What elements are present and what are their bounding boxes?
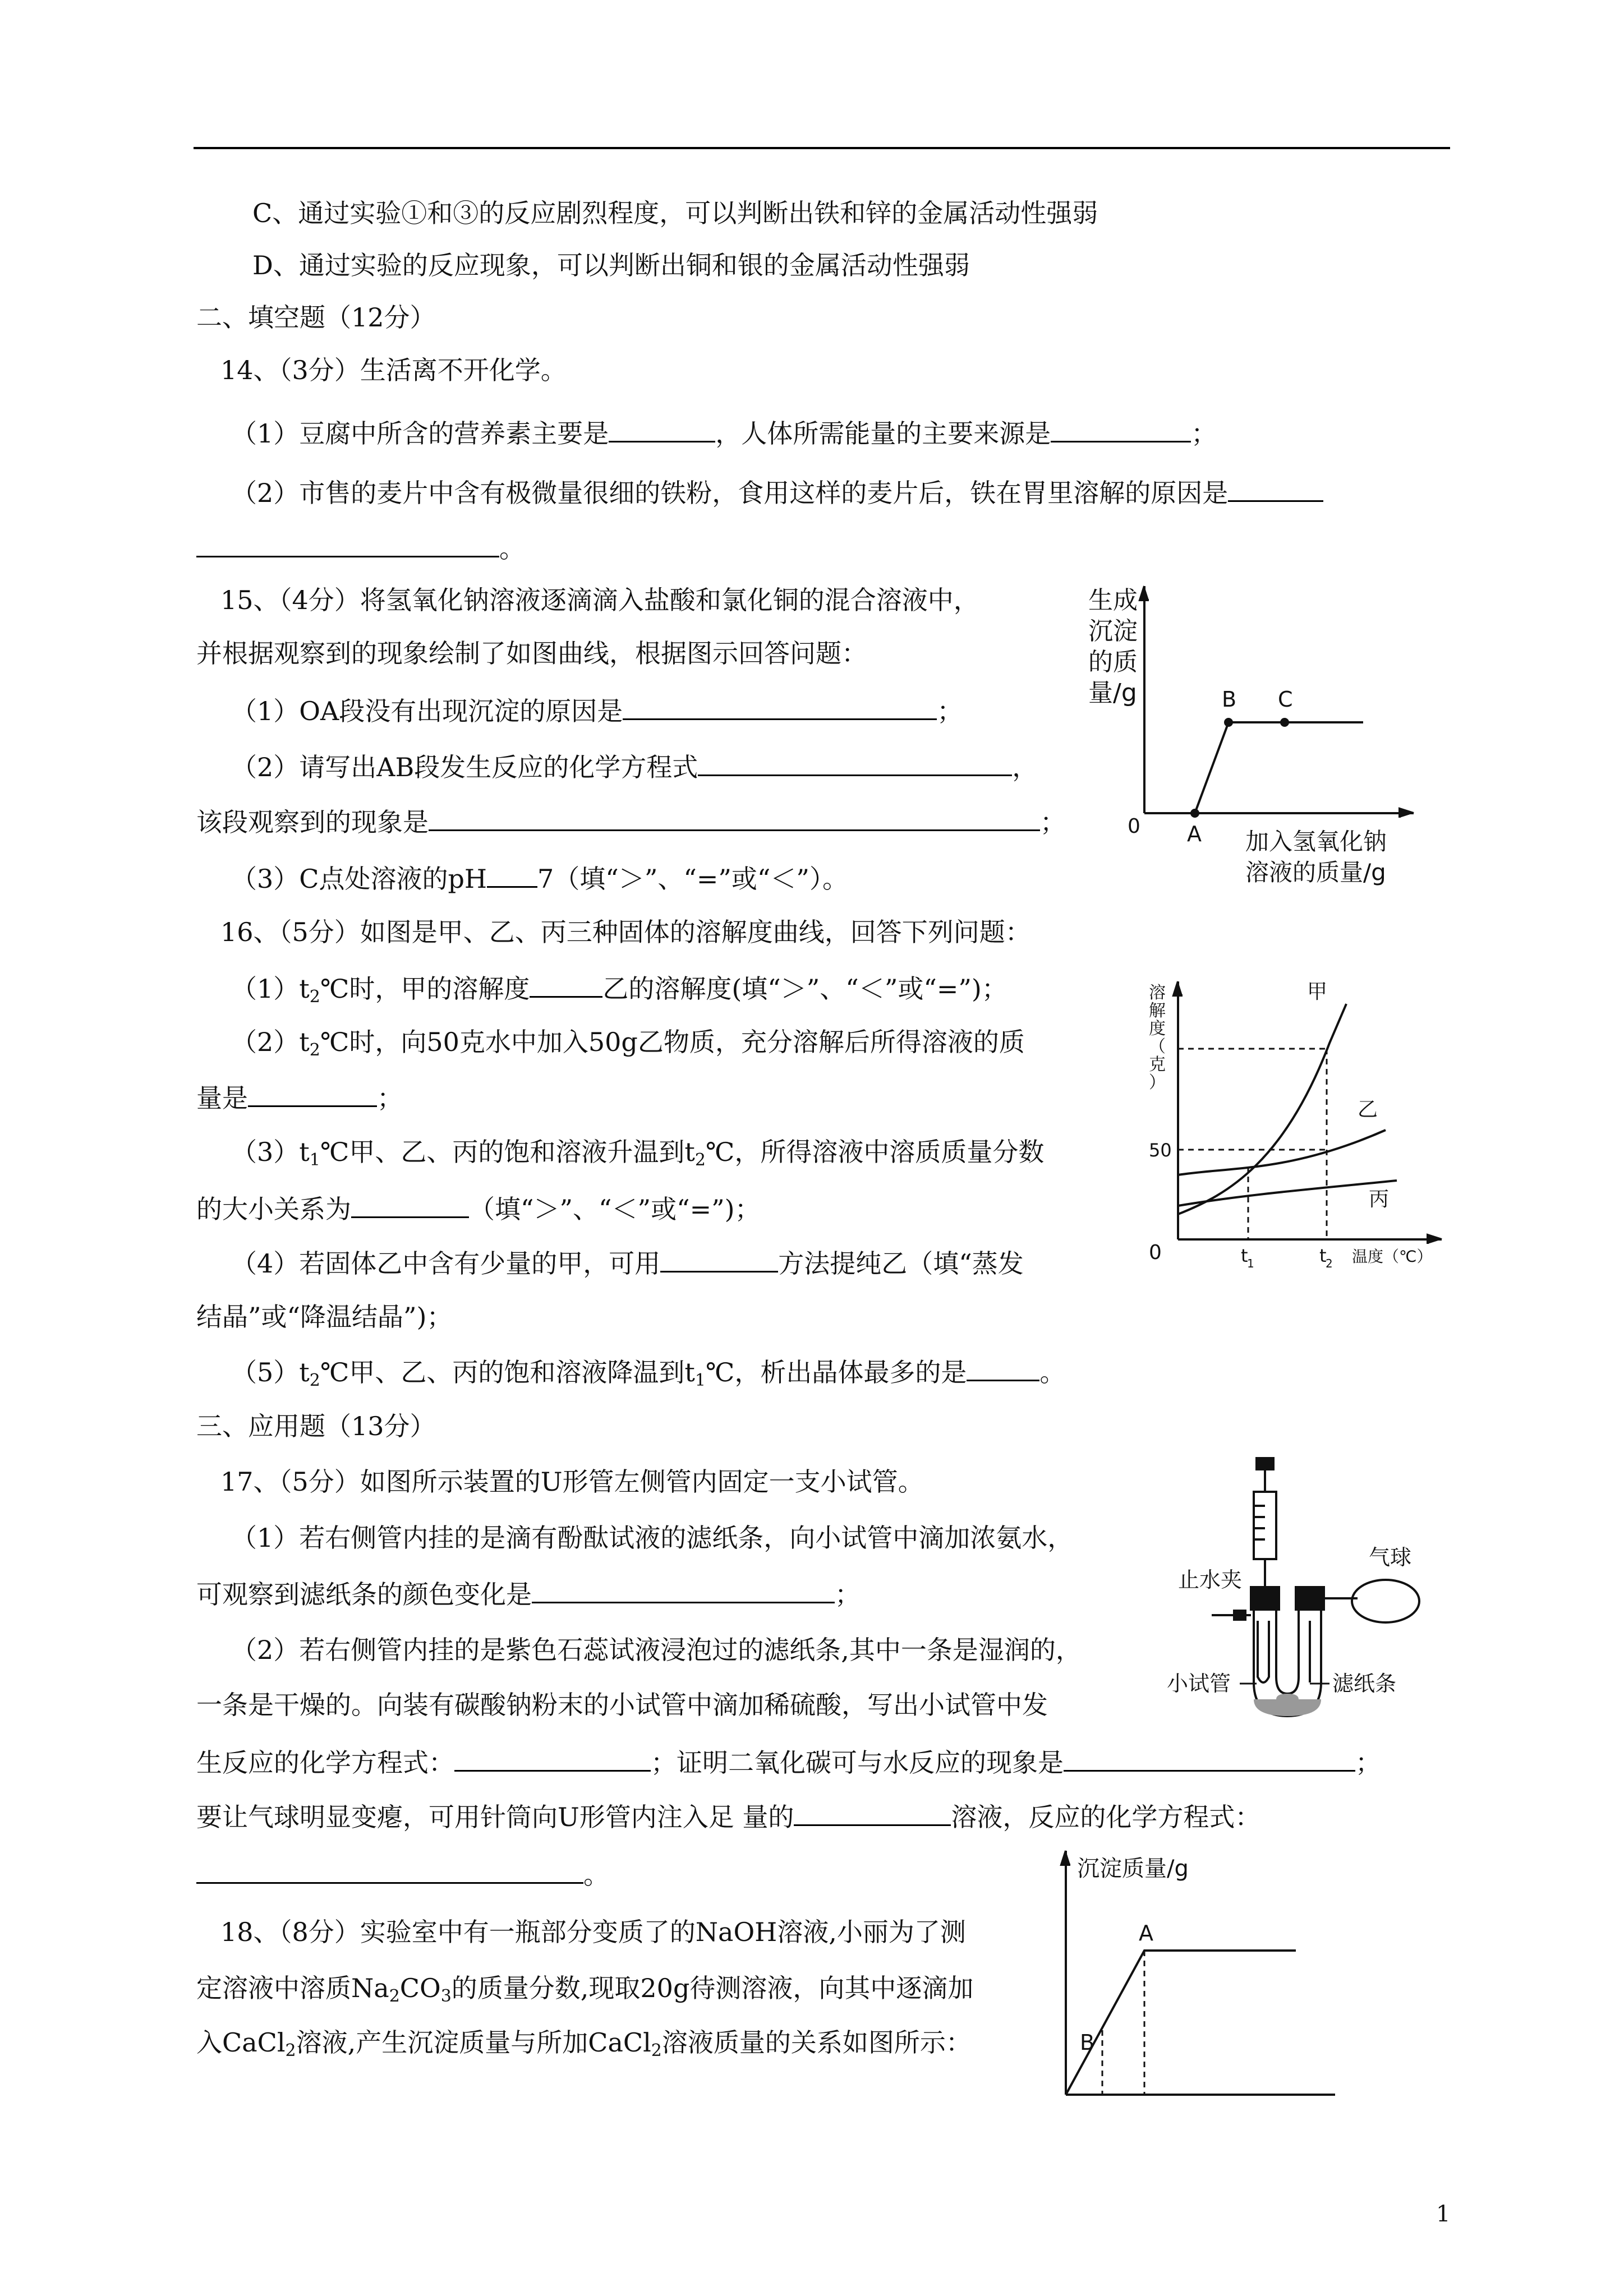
q14-part2-cont: 。: [196, 530, 525, 565]
svg-text:）: ）: [1149, 1073, 1166, 1092]
point-a: [1190, 809, 1199, 818]
svg-text:t: t: [1319, 1245, 1327, 1266]
svg-text:乙: 乙: [1358, 1098, 1378, 1121]
svg-text:小试管: 小试管: [1167, 1671, 1231, 1696]
q17-part2-cont1: 一条是干燥的。向装有碳酸钠粉末的小试管中滴加稀硫酸，写出小试管中发: [196, 1690, 1048, 1720]
q16-part3-cont: 的大小关系为 （填“＞”、“＜”或“=”)；: [196, 1191, 761, 1226]
q16-part2: $(2)t_2℃$时，向50克水中加入50g乙物质，充分溶解后所得溶液的质: [231, 1027, 1025, 1060]
svg-text:0: 0: [1128, 815, 1140, 838]
q16-part3: $(3)t_1℃$甲、乙、丙的饱和溶液升温到$t_2℃$，所得溶液中溶质质量分数: [231, 1137, 1045, 1170]
curve-bing: [1178, 1181, 1397, 1206]
svg-text:t: t: [1241, 1245, 1248, 1266]
q15-part2-cont: 该段观察到的现象是 ；: [196, 804, 1066, 839]
section-2-title: 二、填空题（12分）: [196, 302, 436, 333]
q16-part4: （4）若固体乙中含有少量的甲，可用 方法提纯乙（填“蒸发: [231, 1245, 1024, 1280]
svg-text:止水夹: 止水夹: [1178, 1567, 1243, 1592]
svg-text:滤纸条: 滤纸条: [1332, 1671, 1397, 1696]
svg-text:温度（℃）: 温度（℃）: [1352, 1247, 1433, 1266]
svg-text:沉淀: 沉淀: [1088, 617, 1138, 646]
q16-part1: $(1)t_2℃$时，甲的溶解度 乙的溶解度(填“＞”、“＜”或“=”)；: [231, 970, 1007, 1006]
q14-title: 14、（3分）生活离不开化学。: [220, 355, 567, 385]
q15-intro-2: 并根据观察到的现象绘制了如图曲线，根据图示回答问题：: [196, 638, 867, 668]
q15-part2: （2）请写出AB段发生反应的化学方程式 ，: [231, 749, 1038, 784]
q18-intro-3: 入CaCl$_2$溶液,产生沉淀质量与所加CaCl$_2$溶液质量的关系如图所示：: [196, 2027, 972, 2060]
svg-text:0: 0: [1149, 1241, 1162, 1264]
svg-text:B: B: [1222, 687, 1237, 712]
q17-part1: （1）若右侧管内挂的是滴有酚酞试液的滤纸条，向小试管中滴加浓氨水，: [231, 1523, 1074, 1553]
figure-q16-solubility-curve: [1144, 976, 1453, 1290]
svg-text:A: A: [1187, 822, 1202, 846]
figure-q17-apparatus: [1167, 1453, 1453, 1733]
svg-text:B: B: [1080, 2030, 1095, 2055]
figure-q18-precipitate-graph: [1055, 1845, 1346, 2109]
q16-title: 16、（5分）如图是甲、乙、丙三种固体的溶解度曲线，回答下列问题：: [220, 917, 1031, 947]
point-b: [1224, 718, 1233, 727]
q17-title: 17、（5分）如图所示装置的U形管左侧管内固定一支小试管。: [220, 1467, 924, 1497]
option-d: D、通过实验的反应现象，可以判断出铜和银的金属活动性强弱: [252, 250, 970, 280]
svg-text:溶: 溶: [1149, 983, 1166, 1003]
figure-q15-precipitate-graph: [1077, 578, 1436, 892]
q15-part3: （3）C点处溶液的pH 7（填“＞”、“=”或“＜”）。: [231, 860, 848, 896]
q15-intro-1: 15、（4分）将氢氧化钠溶液逐滴滴入盐酸和氯化铜的混合溶液中，: [220, 585, 979, 615]
svg-text:A: A: [1139, 1921, 1153, 1945]
q17-part1-cont: 可观察到滤纸条的颜色变化是 ；: [196, 1576, 861, 1611]
svg-text:50: 50: [1149, 1140, 1172, 1161]
q14-part1: （1）豆腐中所含的营养素主要是 ，人体所需能量的主要来源是 ；: [231, 415, 1217, 450]
q16-part4-cont: 结晶”或“降温结晶”)；: [196, 1302, 453, 1332]
svg-text:的质: 的质: [1088, 648, 1138, 676]
svg-text:度: 度: [1149, 1019, 1166, 1039]
svg-text:克: 克: [1149, 1055, 1166, 1075]
svg-text:溶液的质量/g: 溶液的质量/g: [1245, 859, 1386, 886]
q14-part2: （2）市售的麦片中含有极微量很细的铁粉，食用这样的麦片后，铁在胃里溶解的原因是: [231, 474, 1323, 510]
svg-text:丙: 丙: [1369, 1188, 1390, 1211]
curve-jia: [1178, 1004, 1346, 1214]
svg-text:甲: 甲: [1307, 980, 1328, 1003]
svg-text:2: 2: [1326, 1257, 1333, 1270]
svg-text:加入氢氧化钠: 加入氢氧化钠: [1245, 828, 1387, 855]
point-c: [1280, 718, 1289, 727]
q18-intro-2: 定溶液中溶质$Na_2CO_3$的质量分数,现取20g待测溶液，向其中逐滴加: [196, 1973, 974, 2006]
q16-part2-cont: 量是 ；: [196, 1080, 403, 1115]
svg-text:沉淀质量/g: 沉淀质量/g: [1077, 1856, 1189, 1882]
svg-text:生成: 生成: [1088, 586, 1138, 615]
q17-part2-cont2: 生反应的化学方程式： ；证明二氧化碳可与水反应的现象是 ；: [196, 1744, 1381, 1779]
svg-text:解: 解: [1149, 1001, 1166, 1021]
q16-part5: $(5)t_2℃$甲、乙、丙的饱和溶液降温到$t_1℃$，析出晶体最多的是 。: [231, 1354, 1065, 1389]
section-3-title: 三、应用题（13分）: [196, 1411, 436, 1441]
page-number: 1: [1436, 2201, 1451, 2227]
svg-text:量/g: 量/g: [1088, 679, 1137, 707]
svg-text:C: C: [1278, 687, 1293, 712]
svg-text:气球: 气球: [1369, 1545, 1412, 1570]
svg-text:1: 1: [1247, 1257, 1254, 1270]
q17-part2-cont4: 。: [196, 1856, 609, 1892]
svg-text:（: （: [1149, 1037, 1166, 1057]
option-c: C、通过实验①和③的反应剧烈程度，可以判断出铁和锌的金属活动性强弱: [252, 198, 1098, 228]
header-rule: [194, 147, 1450, 149]
q15-part1: （1）OA段没有出现沉淀的原因是 ；: [231, 693, 963, 728]
q17-part2-cont3: 要让气球明显变瘪，可用针筒向U形管内注入足 量的 溶液，反应的化学方程式：: [196, 1799, 1260, 1834]
q18-intro-1: 18、（8分）实验室中有一瓶部分变质了的NaOH溶液,小丽为了测: [220, 1917, 966, 1947]
q17-part2: （2）若右侧管内挂的是紫色石蕊试液浸泡过的滤纸条,其中一条是湿润的，: [231, 1635, 1082, 1665]
